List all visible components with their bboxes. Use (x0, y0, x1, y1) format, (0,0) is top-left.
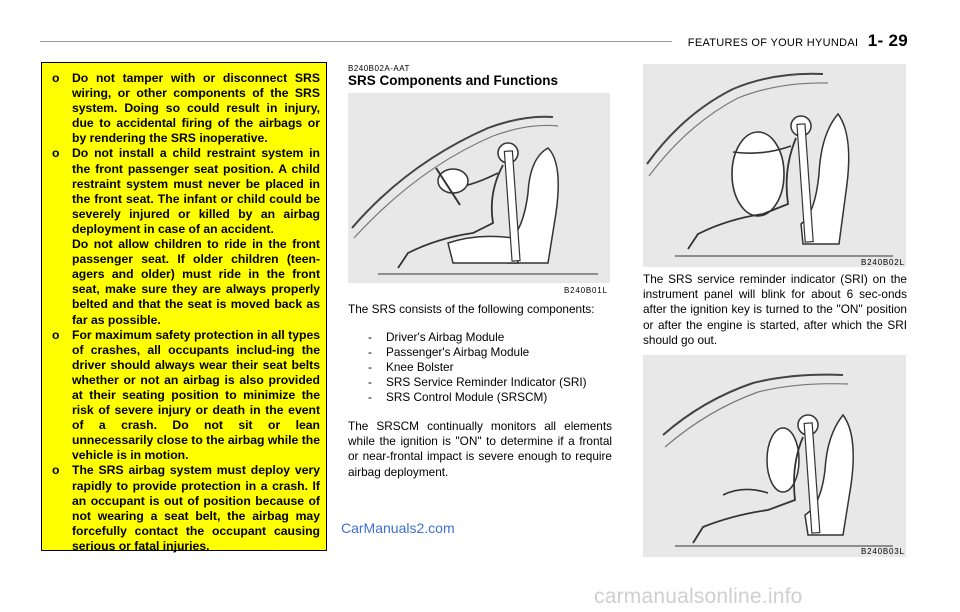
figure-caption: B240B02L (861, 258, 905, 267)
page-header (688, 31, 908, 51)
warning-text: For maximum safety protection in all types of crashes, all occupants includ-ing the driver should always wear their seat belts whether or not an airbag is also provided at their seating position to minimize the risk of severe injury or death in the event of a crash. Do not sit or lean unnecessarily close to the airbag while the vehicle is in motion. (72, 327, 320, 463)
bullet: o (52, 463, 60, 478)
bullet: o (52, 71, 60, 85)
components-list (368, 330, 587, 405)
warning-item (52, 328, 320, 464)
figure-caption: B240B03L (861, 547, 905, 556)
section-title: SRS Components and Functions (348, 73, 559, 88)
list-item: - SRS Control Module (SRSCM) (368, 390, 548, 405)
bullet: o (52, 327, 60, 342)
header-rule (40, 41, 672, 42)
warning-item (52, 146, 320, 237)
warning-box (41, 62, 327, 551)
list-item: - SRS Service Reminder Indicator (SRI) (368, 375, 587, 390)
knee-bolster-illustration (643, 355, 906, 557)
warning-text: The SRS airbag system must deploy very rapidly to provide protection in a crash. If an occupant is out of position because of not wearing a seat belt, the airbag may forcefully contact the occupant causing serious or fatal injuries. (72, 463, 320, 553)
list-item: - Knee Bolster (368, 360, 454, 375)
passenger-airbag-illustration (643, 64, 906, 267)
warning-item (52, 463, 320, 554)
srscm-paragraph: The SRSCM continually monitors all elements while the ignition is "ON" to determine if a frontal or near-frontal impact is severe enough to require airbag deployment. (348, 419, 612, 479)
section-code: B240B02A-AAT (348, 64, 410, 73)
header-section-title: FEATURES OF YOUR HYUNDAI (687, 37, 859, 49)
page-number: 1- 29 (867, 31, 908, 50)
figure-passenger-airbag (643, 64, 906, 267)
list-item: - Driver's Airbag Module (368, 330, 505, 344)
warning-text: Do not tamper with or disconnect SRS wiring, or other components of the SRS system. Doing so could result in injury, due to accidental firing of the airbags or by rendering the SRS inoperative. (72, 71, 320, 146)
bullet: o (52, 146, 60, 161)
figure-caption: B240B01L (564, 286, 608, 295)
warning-item (52, 237, 320, 328)
components-intro: The SRS consists of the following components: (348, 302, 595, 316)
warning-text: Do not install a child restraint system in the front passenger seat position. A child restraint system must never be placed in the front seat. The infant or child could be severely injured or killed by an airbag deployment in case of an accident. (72, 146, 320, 236)
watermark-footer: carmanualsonline.info (594, 585, 803, 608)
driver-airbag-illustration (348, 93, 610, 283)
warning-item (52, 71, 320, 146)
figure-knee-bolster (643, 355, 906, 557)
warning-text: Do not allow children to ride in the front passenger seat. If older children (teen-agers and older) must ride in the front seat, make sure they are always properly belted and that the seat is moved back as far as possible. (72, 237, 320, 327)
list-item: - Passenger's Airbag Module (368, 345, 530, 360)
watermark-link[interactable]: CarManuals2.com (341, 520, 455, 536)
sri-paragraph: The SRS service reminder indicator (SRI) on the instrument panel will blink for about 6 sec-onds after the ignition key is turned to the "ON" position or after the engine is started, after which the SRI should go out. (643, 272, 907, 347)
figure-driver-airbag (348, 93, 610, 283)
